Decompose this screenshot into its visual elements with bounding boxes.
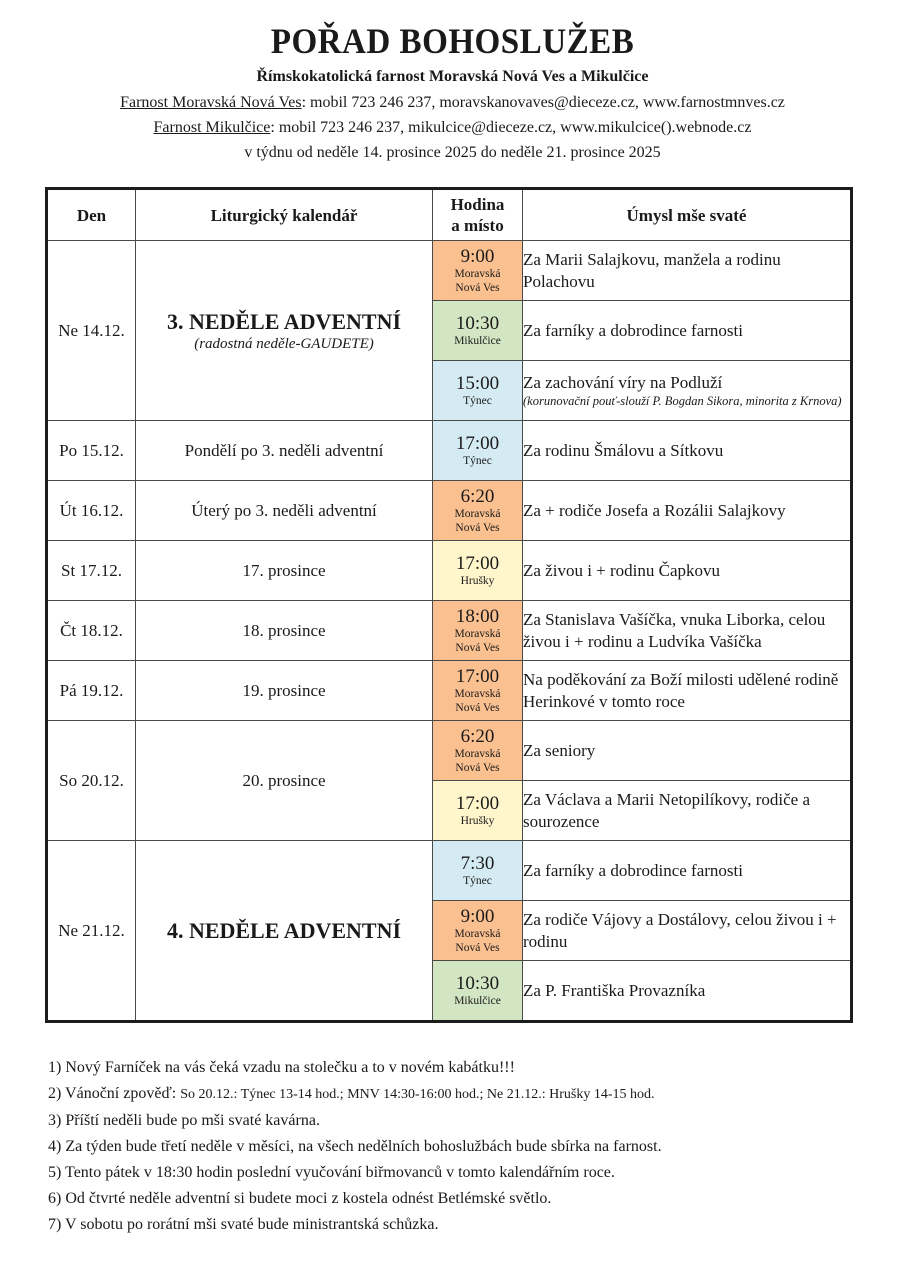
mass-place: Moravská (454, 508, 501, 520)
mass-time: 10:30 (455, 313, 500, 334)
day-cell: Út 16.12. (47, 481, 136, 541)
mass-place: Týnec (463, 875, 492, 887)
mass-place: Nová Ves (455, 642, 500, 654)
mass-place: Moravská (454, 748, 501, 760)
announcement-1 (48, 1055, 868, 1081)
mass-place: Nová Ves (455, 762, 500, 774)
intention-text: Za Stanislava Vašíčka, vnuka Liborka, celou živou i + rodinu a Ludvíka Vašíčka (523, 609, 826, 651)
mass-place: Mikulčice (454, 335, 501, 347)
liturgy-cell: 20. prosince (136, 721, 433, 841)
announcement-5 (48, 1160, 868, 1186)
table-row (47, 241, 852, 301)
contact-mikulcice-parish: Farnost Mikulčice (153, 119, 271, 136)
time-place-cell (433, 841, 523, 901)
announcement-text: 5) Tento pátek v 18:30 hodin poslední vyučování biřmovanců v tomto kalendářním roce. (48, 1164, 615, 1181)
mass-place: Nová Ves (455, 942, 500, 954)
header-time-line1: Hodina (450, 195, 505, 214)
schedule-table (45, 187, 853, 1023)
mass-time: 17:00 (455, 666, 500, 687)
announcement-text: 3) Příští neděli bude po mši svaté kavárna. (48, 1112, 320, 1129)
time-place-cell (433, 961, 523, 1022)
mass-place: Moravská (454, 688, 501, 700)
time-place-cell (433, 481, 523, 541)
intention-text: Za zachování víry na Podluží (523, 373, 723, 392)
table-row (47, 601, 852, 661)
intention-text: Za rodiče Vájovy a Dostálovy, celou živou i + rodinu (523, 909, 837, 951)
table-row (47, 481, 852, 541)
mass-place: Nová Ves (455, 522, 500, 534)
mass-time: 17:00 (455, 553, 500, 574)
contact-mikulcice (0, 117, 905, 139)
intention-cell (523, 601, 852, 661)
intention-cell (523, 661, 852, 721)
mass-place: Nová Ves (455, 282, 500, 294)
announcement-text: 4) Za týden bude třetí neděle v měsíci, na všech nedělních bohoslužbách bude sbírka na farnost. (48, 1138, 662, 1155)
time-place-cell (433, 601, 523, 661)
mass-place: Moravská (454, 928, 501, 940)
mass-time: 6:20 (460, 726, 495, 747)
day-cell: Pá 19.12. (47, 661, 136, 721)
mass-place: Týnec (463, 395, 492, 407)
intention-cell (523, 961, 852, 1022)
mass-time: 18:00 (455, 606, 500, 627)
intention-cell (523, 781, 852, 841)
intention-text: Za Václava a Marii Netopilíkovy, rodiče a sourozence (523, 789, 810, 831)
announcement-7 (48, 1212, 868, 1238)
time-place-cell (433, 301, 523, 361)
header-time-place (433, 189, 523, 241)
mass-time: 10:30 (455, 973, 500, 994)
intention-cell (523, 241, 852, 301)
time-place-cell (433, 721, 523, 781)
announcement-text: 6) Od čtvrté neděle adventní si budete moci z kostela odnést Betlémské světlo. (48, 1190, 552, 1207)
announcement-3 (48, 1108, 868, 1134)
intention-cell (523, 541, 852, 601)
liturgy-cell: Úterý po 3. neděli adventní (136, 481, 433, 541)
day-cell: Ne 21.12. (47, 841, 136, 1022)
intention-cell (523, 901, 852, 961)
mass-place: Mikulčice (454, 995, 501, 1007)
contact-mnv (0, 92, 905, 114)
time-place-cell (433, 901, 523, 961)
table-row (47, 421, 852, 481)
mass-place: Moravská (454, 628, 501, 640)
intention-text: Za seniory (523, 740, 596, 760)
liturgy-cell: 17. prosince (136, 541, 433, 601)
intention-cell (523, 421, 852, 481)
contact-mnv-details: : mobil 723 246 237, moravskanovaves@dieceze.cz, www.farnostmnves.cz (301, 94, 785, 111)
intention-cell (523, 481, 852, 541)
header-den: Den (47, 189, 136, 241)
intention-cell (523, 841, 852, 901)
time-place-cell (433, 421, 523, 481)
liturgy-cell: 18. prosince (136, 601, 433, 661)
intention-text: Za živou i + rodinu Čapkovu (523, 560, 721, 580)
day-cell: St 17.12. (47, 541, 136, 601)
feast-subtitle: (radostná neděle-GAUDETE) (194, 335, 374, 352)
feast-name: 3. NEDĚLE ADVENTNÍ (166, 308, 402, 334)
announcements (48, 1055, 868, 1238)
announcement-text: 2) Vánoční zpověď: (48, 1085, 181, 1102)
mass-time: 17:00 (455, 433, 500, 454)
intention-cell (523, 721, 852, 781)
contact-mikulcice-details: : mobil 723 246 237, mikulcice@dieceze.cz, www.mikulcice().webnode.cz (270, 119, 752, 136)
intention-cell (523, 301, 852, 361)
table-row (47, 721, 852, 781)
header-intention: Úmysl mše svaté (523, 189, 852, 241)
intention-text: Za farníky a dobrodince farnosti (523, 320, 743, 340)
announcement-text: 1) Nový Farníček na vás čeká vzadu na stolečku a to v novém kabátku!!! (48, 1059, 515, 1076)
parish-subtitle: Římskokatolická farnost Moravská Nová Ves a Mikulčice (256, 68, 649, 85)
intention-text: Za Marii Salajkovu, manžela a rodinu Polachovu (523, 249, 781, 291)
table-row (47, 841, 852, 901)
liturgy-cell: Pondělí po 3. neděli adventní (136, 421, 433, 481)
day-cell: Ne 14.12. (47, 241, 136, 421)
intention-text: Za rodinu Šmálovu a Sítkovu (523, 440, 724, 460)
announcement-detail: So 20.12.: Týnec 13-14 hod.; MNV 14:30-16:00 hod.; Ne 21.12.: Hrušky 14-15 hod. (180, 1087, 655, 1102)
intention-text: Za P. Františka Provazníka (523, 980, 706, 1000)
table-header-row (47, 189, 852, 241)
day-cell: Po 15.12. (47, 421, 136, 481)
mass-time: 17:00 (455, 793, 500, 814)
week-range: v týdnu od neděle 14. prosince 2025 do neděle 21. prosince 2025 (244, 144, 661, 161)
intention-text: Za + rodiče Josefa a Rozálii Salajkovy (523, 500, 786, 520)
liturgy-cell (136, 841, 433, 1022)
day-cell: So 20.12. (47, 721, 136, 841)
liturgy-cell (136, 241, 433, 421)
mass-place: Hrušky (460, 575, 495, 587)
announcement-4 (48, 1134, 868, 1160)
day-cell: Čt 18.12. (47, 601, 136, 661)
mass-time: 9:00 (460, 246, 495, 267)
mass-place: Týnec (463, 455, 492, 467)
table-row (47, 661, 852, 721)
mass-time: 7:30 (460, 853, 495, 874)
page-title: POŘAD BOHOSLUŽEB (270, 21, 635, 61)
intention-note: (korunovační pouť-slouží P. Bogdan Sikora, minorita z Krnova) (523, 394, 842, 408)
intention-text: Na poděkování za Boží milosti udělené rodině Herinkové v tomto roce (523, 669, 839, 711)
time-place-cell (433, 361, 523, 421)
time-place-cell (433, 661, 523, 721)
intention-text: Za farníky a dobrodince farnosti (523, 860, 743, 880)
announcement-6 (48, 1186, 868, 1212)
liturgy-cell: 19. prosince (136, 661, 433, 721)
mass-time: 15:00 (455, 373, 500, 394)
mass-place: Nová Ves (455, 702, 500, 714)
mass-time: 6:20 (460, 486, 495, 507)
feast-name: 4. NEDĚLE ADVENTNÍ (166, 917, 402, 943)
time-place-cell (433, 241, 523, 301)
mass-place: Moravská (454, 268, 501, 280)
announcement-2 (48, 1081, 868, 1108)
time-place-cell (433, 541, 523, 601)
mass-time: 9:00 (460, 906, 495, 927)
intention-cell (523, 361, 852, 421)
table-row (47, 541, 852, 601)
header-liturgy: Liturgický kalendář (136, 189, 433, 241)
contact-mnv-parish: Farnost Moravská Nová Ves (120, 94, 302, 111)
time-place-cell (433, 781, 523, 841)
header-time-line2: a místo (451, 216, 504, 235)
announcement-text: 7) V sobotu po rorátní mši svaté bude ministrantská schůzka. (48, 1216, 439, 1233)
mass-place: Hrušky (460, 815, 495, 827)
